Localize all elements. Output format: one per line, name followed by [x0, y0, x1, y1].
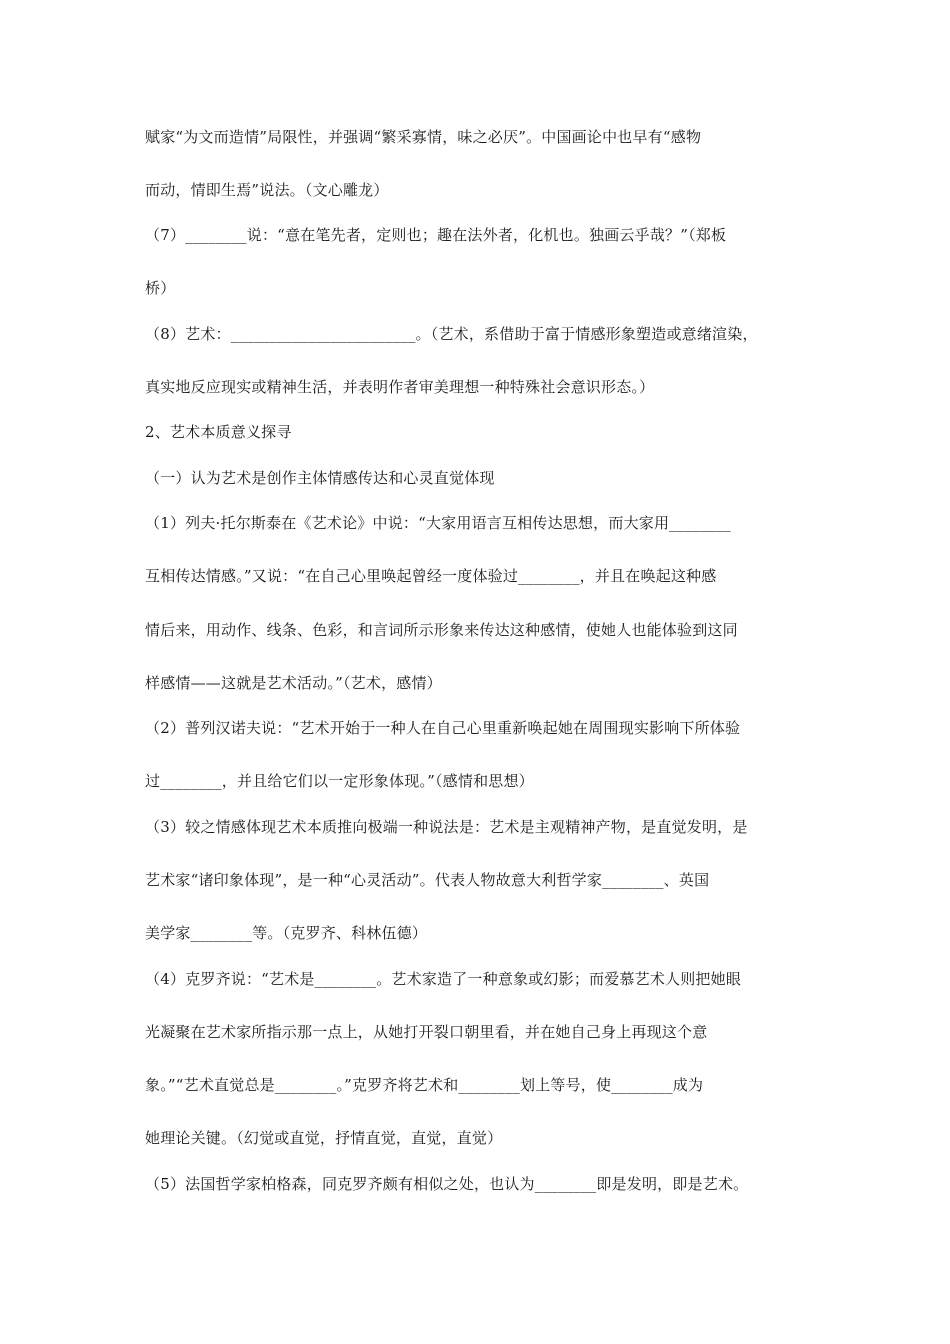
text-line: 象。”“艺术直觉总是________。”克罗齐将艺术和________划上等号，使________成为 [145, 1076, 704, 1094]
text-line: 过________，并且给它们以一定形象体现。”（感情和思想） [145, 772, 534, 790]
text-line: 情后来，用动作、线条、色彩，和言词所示形象来传达这种感情，使她人也能体验到这同 [145, 621, 738, 639]
text-line: 艺术家“诸印象体现”，是一种“心灵活动”。代表人物故意大利哲学家________、英国 [145, 871, 710, 889]
section-heading: 2、艺术本质意义探寻 [145, 423, 292, 441]
text-line: （5）法国哲学家柏格森，同克罗齐颇有相似之处，也认为________即是发明，即是艺术。 [145, 1175, 749, 1193]
text-line: 互相传达情感。”又说：“在自己心里唤起曾经一度体验过________，并且在唤起这种感 [145, 567, 717, 585]
text-line: 样感情——这就是艺术活动。”（艺术，感情） [145, 674, 442, 692]
text-line: 而动，情即生焉”说法。（文心雕龙） [145, 181, 389, 199]
text-line: （3）较之情感体现艺术本质推向极端一种说法是：艺术是主观精神产物，是直觉发明，是 [145, 818, 748, 836]
text-line: （2）普列汉诺夫说：“艺术开始于一种人在自己心里重新唤起她在周围现实影响下所体验 [145, 719, 741, 737]
text-line: 光凝聚在艺术家所指示那一点上，从她打开裂口朝里看，并在她自己身上再现这个意 [145, 1023, 708, 1041]
text-line: 美学家________等。（克罗齐、科林伍德） [145, 924, 428, 942]
text-line: 赋家“为文而造情”局限性，并强调“繁采寡情，味之必厌”。中国画论中也早有“感物 [145, 128, 702, 146]
subsection-heading: （一）认为艺术是创作主体情感传达和心灵直觉体现 [145, 469, 495, 487]
text-line: 桥） [145, 279, 176, 297]
text-line: （1）列夫·托尔斯泰在《艺术论》中说：“大家用语言互相传达思想，而大家用________ [145, 514, 731, 532]
text-line: 真实地反应现实或精神生活，并表明作者审美理想一种特殊社会意识形态。） [145, 378, 655, 396]
text-line: （8）艺术：________________________。（艺术，系借助于富于情感形象塑造或意绪渲染， [145, 325, 758, 343]
text-line: （7）________说：“意在笔先者，定则也；趣在法外者，化机也。独画云乎哉？”（郑板 [145, 226, 727, 244]
text-line: （4）克罗齐说：“艺术是________。艺术家造了一种意象或幻影；而爱慕艺术人则把她眼 [145, 970, 742, 988]
text-line: 她理论关键。（幻觉或直觉，抒情直觉，直觉，直觉） [145, 1129, 503, 1147]
